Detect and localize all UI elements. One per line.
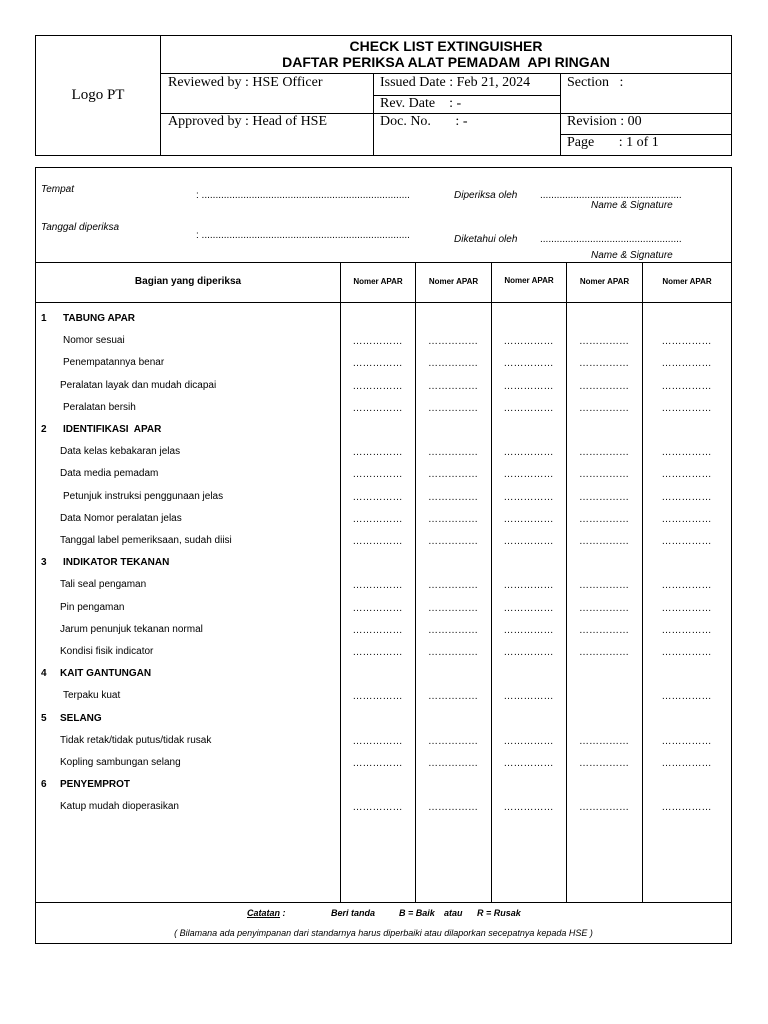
check-cell[interactable]: …………… [428,580,478,592]
name-signature-2: Name & Signature [591,250,673,261]
check-cell[interactable]: …………… [503,336,554,348]
item-label: Pin pengaman [60,601,125,613]
item-label: Kondisi fisik indicator [60,646,154,657]
item-label: Katup mudah dioperasikan [60,801,179,813]
check-cell[interactable]: …………… [579,536,629,547]
check-cell[interactable]: …………… [579,758,629,769]
check-cell[interactable]: …………… [661,358,712,370]
section-title: INDIKATOR TEKANAN [63,557,170,569]
check-cell[interactable]: …………… [428,735,478,747]
check-cell[interactable]: …………… [503,735,554,747]
section-title: SELANG [60,712,102,724]
check-cell[interactable]: …………… [579,358,629,370]
section-title: PENYEMPROT [60,779,131,791]
legend-baik: B = Baik [399,908,435,918]
check-cell[interactable]: …………… [503,758,554,769]
check-cell[interactable]: …………… [503,602,554,614]
diketahui-label: Diketahui oleh [454,234,518,245]
check-cell[interactable]: …………… [428,647,478,658]
item-label: Tanggal label pemeriksaan, sudah diisi [60,535,232,546]
check-cell[interactable]: …………… [428,624,478,636]
section-title: IDENTIFIKASI APAR [63,424,162,435]
section-number: 6 [41,779,47,791]
page-number: Page : 1 of 1 [567,135,659,150]
section-number: 3 [41,557,47,569]
item-label: Petunjuk instruksi penggunaan jelas [63,490,224,502]
catatan-label [247,908,286,918]
section-number: 2 [41,424,47,435]
check-cell[interactable]: …………… [428,402,478,414]
section-title: TABUNG APAR [63,313,136,324]
item-label: Jarum penunjuk tekanan normal [60,623,203,635]
column-header-apar: Nomer APAR [504,276,554,285]
check-cell[interactable]: …………… [352,447,403,459]
check-cell[interactable]: …………… [428,758,478,769]
tanggal-field[interactable]: : ........................................................................... [196,230,410,241]
check-cell[interactable]: …………… [428,602,478,614]
check-cell[interactable]: …………… [503,513,554,525]
check-cell[interactable]: …………… [661,536,712,547]
item-label: Data kelas kebakaran jelas [60,446,181,458]
issued-date: Issued Date : Feb 21, 2024 [380,75,531,90]
check-cell[interactable]: …………… [352,469,403,481]
item-label: Peralatan bersih [63,401,136,413]
check-cell[interactable]: …………… [661,380,712,392]
check-cell[interactable]: …………… [503,447,554,459]
check-cell[interactable]: …………… [503,380,554,392]
column-header-apar: Nomer APAR [353,277,403,286]
check-cell[interactable]: …………… [661,447,712,459]
check-cell[interactable]: …………… [579,802,629,814]
check-cell[interactable]: …………… [661,624,712,636]
item-label: Data media pemadam [60,468,159,480]
check-cell[interactable]: …………… [661,469,712,481]
catatan-colon: : [282,908,286,918]
column-header-apar: Nomer APAR [662,277,712,286]
check-cell[interactable]: …………… [661,758,712,769]
check-cell[interactable]: …………… [579,580,629,592]
check-cell[interactable]: …………… [503,580,554,592]
check-cell[interactable]: …………… [352,580,403,592]
item-label: Peralatan layak dan mudah dicapai [60,379,217,391]
column-header-apar: Nomer APAR [579,277,630,286]
check-cell[interactable]: …………… [428,336,478,348]
check-cell[interactable]: …………… [428,358,478,370]
diperiksa-label: Diperiksa oleh [454,190,518,201]
check-cell[interactable]: …………… [579,491,629,503]
check-cell[interactable]: …………… [352,758,403,769]
check-cell[interactable]: …………… [428,491,478,503]
check-cell[interactable]: …………… [579,647,629,658]
check-cell[interactable]: …………… [503,624,554,636]
check-cell[interactable]: …………… [428,513,478,525]
section-title: KAIT GANTUNGAN [60,668,152,680]
check-cell[interactable]: …………… [352,602,403,614]
check-cell[interactable]: …………… [661,691,712,703]
item-label: Tidak retak/tidak putus/tidak rusak [60,734,212,746]
section-number: 1 [41,313,47,324]
tempat-label: Tempat [41,184,74,195]
check-cell[interactable]: …………… [579,402,629,414]
check-cell[interactable]: …………… [579,380,629,392]
check-cell[interactable]: …………… [428,447,478,459]
diketahui-field[interactable]: ................................................... [540,234,682,245]
item-label: Terpaku kuat [63,690,121,702]
check-cell[interactable]: …………… [352,536,403,547]
column-header-apar: Nomer APAR [428,277,479,286]
legend-rusak: R = Rusak [477,908,521,918]
check-cell[interactable]: …………… [661,491,712,503]
footer-note: ( Bilamana ada penyimpanan dari standarnya harus diperbaiki atau dilaporkan secepatnya kepada HSE ) [174,928,593,938]
check-cell[interactable]: …………… [352,358,403,370]
column-header-main: Bagian yang diperiksa [134,276,242,287]
check-cell[interactable]: …………… [579,469,629,481]
catatan-text: Catatan [247,908,281,918]
check-cell[interactable]: …………… [352,802,403,814]
rev-date: Rev. Date : - [380,96,462,111]
name-signature-1: Name & Signature [591,200,673,211]
check-cell[interactable]: …………… [661,802,712,814]
check-cell[interactable]: …………… [352,336,403,348]
logo-placeholder: Logo PT [71,87,125,103]
check-cell[interactable]: …………… [503,536,554,547]
section-field: Section : [567,75,624,90]
check-cell[interactable]: …………… [579,602,629,614]
item-label: Tali seal pengaman [60,579,147,591]
check-cell[interactable]: …………… [503,802,554,814]
title-line-1: CHECK LIST EXTINGUISHER [349,38,543,54]
check-cell[interactable]: …………… [352,735,403,747]
check-cell[interactable]: …………… [428,380,478,392]
check-cell[interactable]: …………… [503,691,554,703]
doc-no: Doc. No. : - [380,114,468,129]
tempat-field[interactable]: : ........................................................................... [196,190,410,201]
check-cell[interactable]: …………… [503,469,554,481]
legend-atau: atau [444,908,463,918]
item-label: Nomor sesuai [63,335,125,347]
diperiksa-field[interactable]: ................................................... [540,190,682,201]
check-cell[interactable]: …………… [661,647,712,658]
check-cell[interactable]: …………… [579,447,629,459]
reviewed-by: Reviewed by : HSE Officer [168,75,323,90]
check-cell[interactable]: …………… [661,513,712,525]
check-cell[interactable]: …………… [428,802,478,814]
approved-by: Approved by : Head of HSE [168,114,328,129]
check-cell[interactable]: …………… [503,647,554,658]
section-number: 5 [41,712,47,724]
check-cell[interactable]: …………… [661,402,712,414]
item-label: Penempatannya benar [63,357,165,369]
check-cell[interactable]: …………… [661,602,712,614]
check-cell[interactable]: …………… [352,513,403,525]
item-label: Kopling sambungan selang [60,757,181,768]
title-line-2: DAFTAR PERIKSA ALAT PEMADAM API RINGAN [282,54,610,70]
beri-tanda: Beri tanda [331,908,376,918]
section-number: 4 [41,668,47,680]
check-cell[interactable]: …………… [503,491,554,503]
check-cell[interactable]: …………… [352,624,403,636]
check-cell[interactable]: …………… [579,735,629,747]
revision: Revision : 00 [567,114,642,129]
check-cell[interactable]: …………… [661,336,712,348]
check-cell[interactable]: …………… [579,624,629,636]
check-cell[interactable]: …………… [352,691,403,703]
tanggal-label: Tanggal diperiksa [41,222,120,233]
check-cell[interactable]: …………… [352,491,403,503]
check-cell[interactable]: …………… [428,536,478,547]
check-cell[interactable]: …………… [352,380,403,392]
check-cell[interactable]: …………… [661,735,712,747]
check-cell[interactable]: …………… [352,647,403,658]
check-cell[interactable]: …………… [428,691,478,703]
check-cell[interactable]: …………… [428,469,478,481]
check-cell[interactable]: …………… [579,513,629,525]
check-cell[interactable]: …………… [503,358,554,370]
check-cell[interactable]: …………… [661,580,712,592]
check-cell[interactable]: …………… [352,402,403,414]
check-cell[interactable]: …………… [579,336,629,348]
item-label: Data Nomor peralatan jelas [60,512,182,524]
check-cell[interactable]: …………… [503,402,554,414]
